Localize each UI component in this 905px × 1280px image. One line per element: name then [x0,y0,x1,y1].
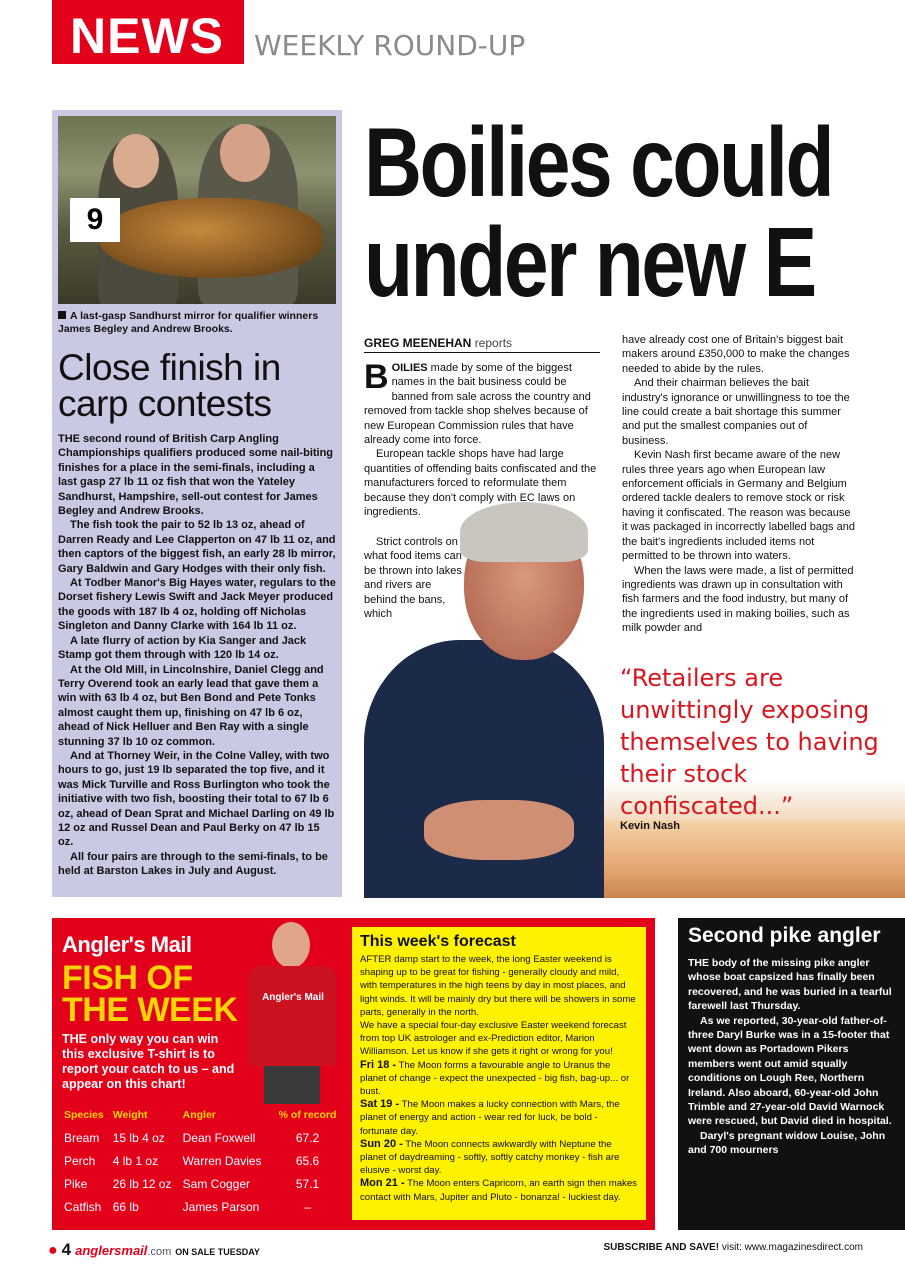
table-header-row: Species Weight Angler % of record [64,1109,337,1121]
forecast-day: Sat 19 - The Moon makes a lucky connection with Mars, the planet of energy and action - wear red for luck, be bold - fortunate day. [360,1098,620,1137]
article-column-2 [622,333,856,636]
photo-caption: A last-gasp Sandhurst mirror for qualifier winners James Begley and Andrew Brooks. [58,310,319,335]
fish-of-week-table [62,1108,342,1219]
paragraph: When the laws were made, a list of permitted ingredients was drawn up in consultation with fish farmers and the food industry, but many of the ingredients used in making boilies, such as milk powder and [622,564,854,635]
tshirt-logo: Angler's Mail [262,992,324,1003]
paragraph: And at Thorney Weir, in the Colne Valley, with two hours to go, just 19 lb separated the top five, and it was Mick Turville and Ross Burlington who took the initiative with two fish, boosting their total to 67 lb 6 oz, ahead of Dean Sprat and Michael Darling on 49 lb 12 oz and Russel Dean and Paul Berky on 47 lb 15 oz. [58,749,335,849]
pike-story-body [688,956,897,1158]
forecast-day: Sun 20 - The Moon connects awkwardly with Neptune the planet of daydreaming - softly, softly catchy monkey - fish are elusive - worst day. [360,1137,620,1177]
forecast-title: This week's forecast [360,933,516,950]
weekly-forecast-box [352,927,646,1220]
tshirt-model-photo [242,922,342,1104]
paragraph: Daryl's pregnant widow Louise, John and 700 mourners [688,1129,886,1157]
drop-cap: B [364,358,389,396]
paragraph: THE second round of British Carp Angling Championships qualifiers produced some nail-biting finishes for a place in the semi-finals, including a last gasp 27 lb 11 oz fish that won the Yateley Sandhurst, Hampshire, sell-out contest for James Begley and Andrew Brooks. [58,433,334,518]
mirror-carp [98,198,323,278]
table-row: Bream 15 lb 4 oz Dean Foxwell 67.2 [64,1131,320,1145]
fish-of-week-description: THE only way you can win this exclusive T-shirt is to report your catch to us – and appear on this chart! [62,1032,235,1091]
table-row: Pike 26 lb 12 oz Sam Cogger 57.1 [64,1177,320,1191]
paragraph: European tackle shops have had large quantities of offending baits confiscated and the manufacturers forced to reformulate them because they don't comply with EC laws on ingredients. [364,448,597,519]
forecast-day: Fri 18 - The Moon forms a favourable angle to Uranus the planet of change - expect the unexpected - big fish, bag-up... or bust. [360,1058,630,1098]
page-footer-right: SUBSCRIBE AND SAVE! visit: www.magazinesdirect.com [603,1242,863,1253]
paragraph: All four pairs are through to the semi-finals, to be held at Barston Lakes in July and August. [58,850,328,878]
paragraph: Kevin Nash first became aware of the new rules three years ago when European law enforcement officials in Germany and Belgium ordered tackle dealers to remove stock or risk having it confiscated. The reason was because it was packaged in incorrectly labelled bags and the bait's ingredients included items not permitted to be thrown into waters. [622,449,855,563]
page-number: 4 [61,1240,72,1259]
bullet-square-icon [58,311,66,319]
masthead [52,0,525,64]
article-column-1: BOILIES made by some of the biggest names in the bait business could be banned from sale across the country and removed from tackle shop shelves because of new European Commission rules that have already come into force. European tackle shops have had large quantities of offending baits confiscated and the manufacturers forced to reformulate them because they don't comply with EC laws on ingredients. [364,361,604,519]
sidebar-headline: Close finish in carp contests [58,347,281,424]
paragraph: The fish took the pair to 52 lb 13 oz, ahead of Darren Ready and Lee Clapperton on 47 lb 11 oz, and then captors of the biggest fish, an early 28 lb mirror, Gary Baldwin and Gary Hodges with their only fish. [58,519,336,575]
table-row: Perch 4 lb 1 oz Warren Davies 65.6 [64,1154,320,1168]
paragraph: And their chairman believes the bait industry's ignorance or unwillingness to toe the line could create a bait shortage this summer and put the smallest companies out of business. [622,377,850,447]
pull-quote: “Retailers are unwittingly exposing themselves to having their stock confiscated...” [620,664,879,820]
subscribe-link[interactable]: visit: www.magazinesdirect.com [719,1242,863,1253]
section-subtitle: WEEKLY ROUND-UP [254,29,526,62]
table-row: Catfish 66 lb James Parson – [64,1200,311,1214]
sidebar-article-body [58,432,336,879]
anglers-mail-logo: Angler's Mail [62,932,192,957]
carp-contest-sidebar [52,110,342,897]
paragraph: A late flurry of action by Kia Sanger and Jack Stamp got them through with 120 lb 14 oz. [58,634,307,662]
forecast-day: Mon 21 - The Moon enters Capricorn, an earth sign then makes contact with Mars, Jupiter and Pluto - bonanza! - luckiest day. [360,1177,637,1203]
paragraph: At the Old Mill, in Lincolnshire, Daniel Clegg and Terry Overend took an early lead that gave them a win with 63 lb 4 oz, but Ben Bond and Pete Tonks almost caught them up, finishing on 47 lb 6 oz, ahead of Nick Helluer and Ben Ray with a single stunning 37 lb 10 oz common. [58,663,324,748]
byline: GREG MEENEHAN reports [364,336,600,353]
anglers-with-carp-photo [58,116,336,304]
paragraph: As we reported, 30-year-old father-of-three Daryl Burke was in a 15-footer that went down as Portadown Pikers members went out amid squally conditions on Lough Ree, Northern Ireland. Also aboard, 60-year-old John Trimble and 27-year-old David Warnock were rescued, but David died in hospital. [688,1014,892,1128]
fish-of-week-title: FISH OF THE WEEK [62,959,238,1029]
pike-angler-story [678,918,905,1230]
paragraph: At Todber Manor's Big Hayes water, regulars to the Dorset fishery Lewis Swift and Jack Meyer produced the goods with 187 lb 4 oz, holding off Nicholas Singleton and Danny Clarke with 164 lb 11 oz. [58,577,336,633]
page-footer-left [48,1240,260,1260]
on-sale-notice: ON SALE TUESDAY [175,1247,260,1257]
site-name[interactable]: anglersmail.com [75,1243,172,1258]
forecast-body: AFTER damp start to the week, the long Easter weekend is shaping up to be great for fishing - generally cloudy and mild, with temperatures in the high teens by day in most places, and light winds. It will be mainly dry but there will be showers in some parts, generally in the north. We have a special four-day exclusive Easter weekend forecast from top UK astrologer and ex-Prediction editor, Marion Williamson. Let us know if she gets it right or wrong for you! Fri 18 - The Moon forms a favourable angle to Uranus the planet of change - expect the unexpected - big fish, bag-up... or bust. Sat 19 - The Moon makes a lucky connection with Mars, the planet of energy and action - wear red for luck, be bold - fortunate day. Sun 20 - The Moon connects awkwardly with Neptune the planet of daydreaming - softly, softly catchy monkey - fish are elusive - worst day. Mon 21 - The Moon enters Capricorn, an earth sign then makes contact with Mars, Jupiter and Pluto - bonanza! - luckiest day. [360,954,637,1203]
paragraph: Strict controls on what food items can be thrown into lakes and rivers are behind the bans, which [364,536,462,621]
paragraph: THE body of the missing pike angler whose boat capsized has finally been recovered, and he was buried in a tearful farewell last Thursday. [688,957,892,1013]
paragraph: have already cost one of Britain's biggest bait makers around £350,000 to make the changes needed to abide by the rules. [622,334,850,375]
peg-number-sign: 9 [70,198,120,242]
main-headline: Boilies could under new E [364,112,833,317]
article-column-1-wrap [364,535,462,621]
red-dot-icon: ● [48,1242,58,1259]
pull-quote-attribution: Kevin Nash [620,820,680,832]
section-label: NEWS [52,0,244,64]
pike-story-headline: Second pike angler [688,924,881,947]
